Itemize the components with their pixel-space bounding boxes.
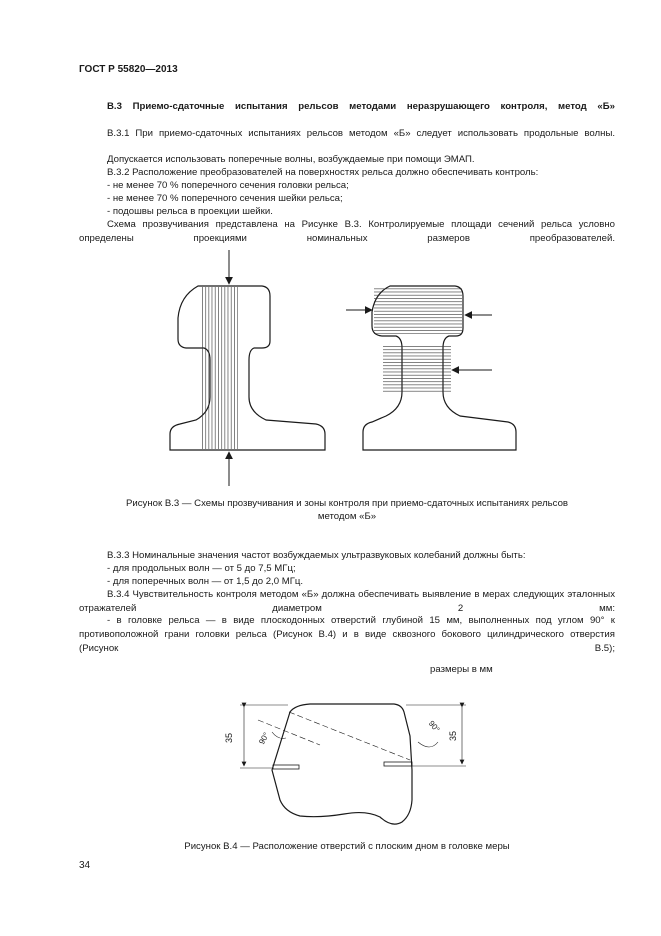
section-heading-b3: B.3 Приемо-сдаточные испытания рельсов методами неразрушающего контроля, метод «Б»: [107, 101, 615, 112]
list-item-head-holes: - в головке рельса — в виде плоскодонных отверстий глубиной 15 мм, выполненных под углом 90° к противоположной грани головки рельса (Рисунок В.4) и в виде сквозного бокового цилиндрического отверстия (Рисунок В.5);: [79, 615, 615, 654]
angle-label-right: 90°: [426, 718, 442, 735]
list-item-transverse: - для поперечных волн — от 1,5 до 2,0 МГц.: [107, 576, 304, 587]
paragraph-b32: В.3.2 Расположение преобразователей на поверхностях рельса должно обеспечивать контроль:: [107, 167, 539, 178]
units-note: размеры в мм: [430, 664, 493, 675]
rail-right-web-hatch: [383, 346, 451, 392]
list-item-web: - не менее 70 % поперечного сечения шейки рельса;: [107, 193, 343, 204]
list-item-longitudinal: - для продольных волн — от 5 до 7,5 МГц;: [107, 563, 296, 574]
list-item-head: - не менее 70 % поперечного сечения головки рельса;: [107, 180, 349, 191]
hole-right: [384, 762, 412, 766]
rail-left-hatch-zone: [201, 287, 238, 449]
document-header: ГОСТ Р 55820—2013: [79, 64, 178, 75]
rail-profile-left: [170, 286, 325, 450]
dimension-left: 35: [224, 732, 235, 744]
hole-left: [273, 765, 299, 769]
figure-b3-caption-line1: Рисунок В.3 — Схемы прозвучивания и зоны контроля при приемо-сдаточных испытаниях рельсов: [125, 498, 569, 509]
paragraph-b34: В.3.4 Чувствительность контроля методом «Б» должна обеспечивать выявление в мерах следующих эталонных отражателей диаметром 2 мм:: [79, 589, 615, 614]
dimension-right: 35: [448, 730, 459, 742]
paragraph-scheme: Схема прозвучивания представлена на Рисунке В.3. Контролируемые площади сечений рельса условно определены проекциями номинальных размеров преобразователей.: [79, 219, 615, 244]
page-number: 34: [79, 860, 91, 871]
paragraph-b31: В.3.1 При приемо-сдаточных испытаниях рельсов методом «Б» следует использовать продольные волны.: [107, 128, 615, 139]
figure-b3-caption-line2: методом «Б»: [317, 511, 377, 522]
gauge-head-outline: [272, 704, 412, 824]
figure-b4-caption: Рисунок В.4 — Расположение отверстий с плоским дном в головке меры: [184, 841, 510, 852]
paragraph-b33: В.3.3 Номинальные значения частот возбуждаемых ультразвуковых колебаний должны быть:: [107, 550, 526, 561]
list-item-foot: - подошвы рельса в проекции шейки.: [107, 206, 273, 217]
paragraph-b31-note: Допускается использовать поперечные волны, возбуждаемые при помощи ЭМАП.: [107, 154, 475, 165]
rail-right-head-hatch: [374, 287, 462, 334]
angle-label-left: 90°: [257, 731, 271, 746]
